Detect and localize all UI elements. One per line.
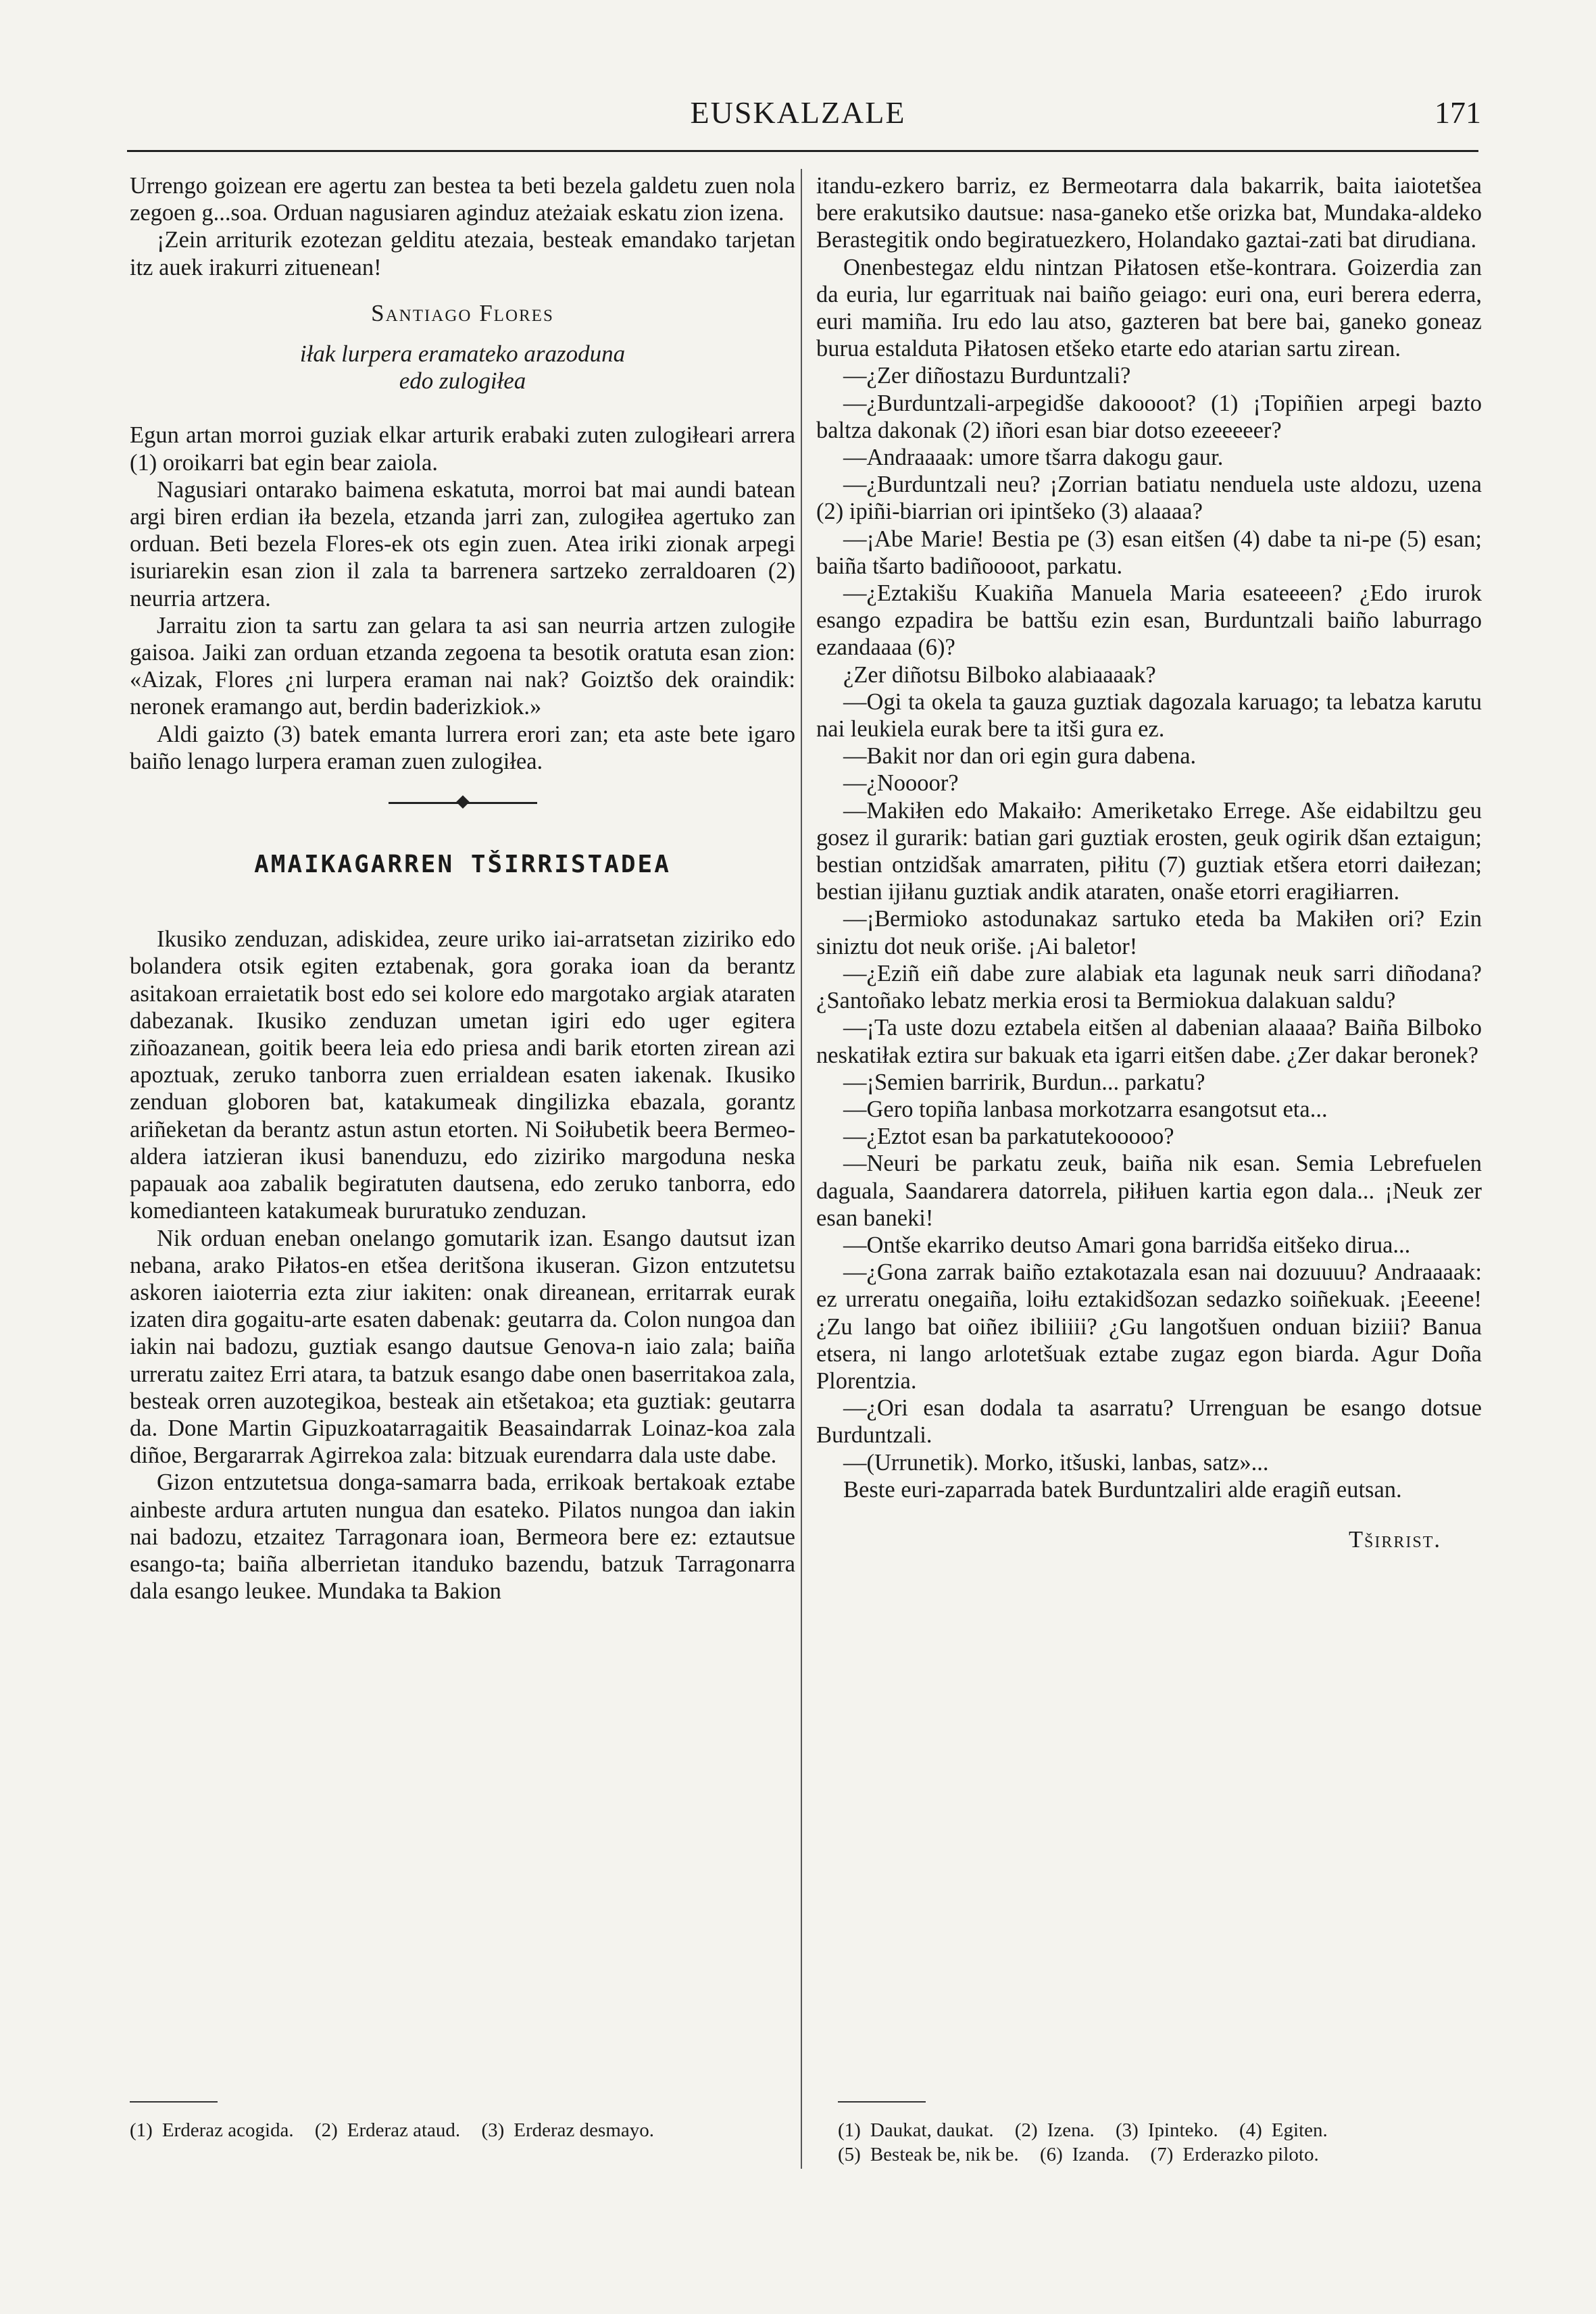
- dialogue-line: —¿Gona zarrak baiño eztakotazala esan nai dozuuuu? Andraaaak: ez urreratu onegaiña, loiłu eztakidšozan sedazko soiñekuak. ¡Eeeene! ¿Zu lango bat oiñez ibiliiii? ¿Gu langotšuen onduan biziii? Banua etsera, ni lango arlotetšuak eztabe zugaz egon biarda. Agur Doña Plorentzia.: [816, 1259, 1482, 1394]
- page-header-title: EUSKALZALE: [690, 95, 906, 130]
- footnote-number: (6): [1039, 2144, 1063, 2165]
- footnote-text: Izena.: [1047, 2119, 1095, 2141]
- footnote-number: (1): [130, 2119, 153, 2141]
- dialogue-line: —¡Abe Marie! Bestia pe (3) esan eitšen (4) dabe ta ni-pe (5) esan; baiña tšarto badiñoooot, parkatu.: [816, 526, 1482, 579]
- dialogue-line: —Ogi ta okela ta gauza guztiak dagozala karuago; ta lebatza karutu nai leukiela eurak bere ta itši gura ez.: [816, 688, 1482, 743]
- signature: Tširrist.: [1348, 1526, 1441, 1553]
- footnote-text: Besteak be, nik be.: [870, 2144, 1019, 2165]
- dialogue-line: —Andraaaak: umore tšarra dakogu gaur.: [843, 445, 1224, 471]
- footnote-number: (5): [838, 2144, 861, 2165]
- dialogue-line: —¿Eziñ eiñ dabe zure alabiak eta lagunak neuk sarri diñodana? ¿Santoñako lebatz merkia erosi ta Bermiokua dalakuan saldu?: [816, 960, 1482, 1014]
- footnote-line: [838, 2142, 1487, 2167]
- column-divider: [801, 169, 802, 2169]
- footnote-rule-left: [130, 2101, 218, 2103]
- paragraph: Beste euri-zaparrada batek Burduntzaliri alde eragiñ eutsan.: [843, 1476, 1402, 1503]
- footnote-number: (2): [314, 2119, 338, 2141]
- paragraph: Nik orduan eneban onelango gomutarik izan. Esango dautsut izan nebana, arako Piłatos-en etšea deritšona ikuseran. Gizon entzutetsu askoren iaioterria ezta ziur iakiten: onak direanean, erritarrak eurak izaten dira gogaitu-arte esaten dabenak: geutarra da. Colon nungoa dan iakin nai badozu, guztiak esango dautsue Genova-n iaio zala; baiña urreratu zaitez Erri atara, ta batzuk esango dabe onen baserritakoa zala, besteak orren auzotegikoa, besteak ain etšetakoa; eta guztiak: geutarra da. Done Martin Gipuzkoatarragaitik Beasaindarrak Loinaz-koa zala diñoe, Bergararrak Agirrekoa zala: bitzuak eurendarra dala uste dabe.: [130, 1225, 795, 1469]
- dialogue-line: —¡Semien barririk, Burdun... parkatu?: [843, 1069, 1205, 1095]
- paragraph: Urrengo goizean ere agertu zan bestea ta beti bezela galdetu zuen nola zegoen g...soa. Orduan nagusiaren aginduz ateżaiak eskatu zion izena.: [130, 173, 795, 226]
- footnote-text: Erderaz desmayo.: [514, 2119, 654, 2141]
- footnote-item: [1116, 2119, 1218, 2141]
- footnote-number: (3): [1115, 2119, 1139, 2141]
- footnote-number: (4): [1239, 2119, 1262, 2141]
- paragraph: itandu-ezkero barriz, ez Bermeotarra dala bakarrik, baita iaiotetšea bere erakutsiko dautsue: nasa-ganeko etše orizka bat, Mundaka-aldeko Berastegitik ondo begiratuezkero, Holandako gaztai-zati bat dirudiana.: [816, 173, 1482, 253]
- left-column: [130, 172, 795, 1605]
- dialogue-line: —Makiłen edo Makaiło: Ameriketako Errege. Aše eidabiltzu geu gosez il gurarik: batian gari guztiak erosten, geuk ogirik dšan eztaigun; bestian ontzidšak amarraten, piłitu (7) guztiak etšera etorri daiłezan; bestian ijiłanu guztiak andik ataraten, onaše etorri eragiłiarren.: [816, 797, 1482, 905]
- paragraph: Aldi gaizto (3) batek emanta lurrera erori zan; eta aste bete igaro baiño lenago lurpera eraman zuen zulogiłea.: [130, 721, 795, 774]
- footnote-line: [838, 2118, 1487, 2142]
- footnote-item: [1239, 2119, 1328, 2141]
- dialogue-line: —¿Noooor?: [843, 770, 959, 797]
- footnote-text: Erderaz ataud.: [347, 2119, 461, 2141]
- footnote-text: Daukat, daukat.: [870, 2119, 994, 2141]
- dialogue-line: —¿Eztakišu Kuakiña Manuela Maria esateeeen? ¿Edo irurok esango ezpadira be battšu ezin esan, Burduntzali baiño laburrago ezandaaaa (6)?: [816, 580, 1482, 661]
- dialogue-line: —¡Bermioko astodunakaz sartuko eteda ba Makiłen ori? Ezin siniztu dot neuk oriše. ¡Ai baletor!: [816, 906, 1482, 959]
- dialogue-line: —¿Eztot esan ba parkatutekooooo?: [843, 1124, 1174, 1150]
- dialogue-line: —¿Burduntzali neu? ¡Zorrian batiatu nenduela uste aldozu, uzena (2) ipiñi-biarrian ori ipintšeko (3) alaaaa?: [816, 472, 1482, 525]
- page-number: 171: [1435, 95, 1481, 130]
- paragraph: Onenbestegaz eldu nintzan Piłatosen etše-kontrara. Goizerdia zan da euria, lur egarrituak nai baiño geiago: euri ona, euri berera ederra, euri mamiña. Iru edo lau atso, gazteren bat bere bai, ganeko goneaz burua estalduta Piłatosen etšeko etarte edo atarian sartu zirean.: [816, 254, 1482, 362]
- footnotes-right: [838, 2118, 1487, 2167]
- footnote-item: [1040, 2144, 1129, 2165]
- footnotes-left: [130, 2118, 778, 2142]
- dialogue-line: —¡Ta uste dozu eztabela eitšen al dabenian alaaaa? Baiña Bilboko neskatiłak eztira sur bakuak eta igarri eitšen dabe. ¿Zer dakar beronek?: [816, 1015, 1482, 1068]
- footnote-rule-right: [838, 2101, 926, 2103]
- dialogue-line: —Bakit nor dan ori egin gura dabena.: [843, 743, 1197, 770]
- footnote-number: (3): [481, 2119, 505, 2141]
- dialogue-line: —¿Ori esan dodala ta asarratu? Urrenguan be esango dotsue Burduntzali.: [816, 1395, 1482, 1449]
- footnote-number: (2): [1014, 2119, 1038, 2141]
- footnote-item: [481, 2119, 654, 2141]
- footnote-item: [315, 2119, 460, 2141]
- footnote-item: [838, 2119, 994, 2141]
- dialogue-line: —Ontše ekarriko deutso Amari gona barridša eitšeko dirua...: [843, 1232, 1411, 1258]
- dialogue-line: —¿Zer diñostazu Burduntzali?: [843, 363, 1131, 389]
- footnote-item: [1151, 2144, 1319, 2165]
- paragraph: ¡Zein arriturik ezotezan gelditu atezaia, besteak emandako tarjetan itz auek irakurri zituenean!: [130, 227, 795, 280]
- card-author-name: Santiago Flores: [371, 299, 554, 326]
- dialogue-line: —¿Burduntzali-arpegidše dakoooot? (1) ¡Topiñien arpegi bazto baltza dakonak (2) iñori esan biar dotso ezeeeeer?: [816, 390, 1482, 443]
- section-divider: [389, 802, 537, 804]
- footnote-text: Izanda.: [1072, 2144, 1130, 2165]
- section-title: AMAIKAGARREN TŠIRRISTADEA: [254, 851, 671, 879]
- card-subtitle-line: iłak lurpera eramateko arazoduna: [299, 341, 626, 368]
- card-subtitle-line: edo zulogiłea: [399, 368, 526, 395]
- paragraph: Egun artan morroi guziak elkar arturik erabaki zuten zulogiłeari arrera (1) oroikarri bat egin bear zaiola.: [130, 422, 795, 476]
- footnote-item: [130, 2119, 294, 2141]
- dialogue-line: —Neuri be parkatu zeuk, baiña nik esan. Semia Lebrefuelen daguala, Saandarera datorrela, piłiłuen kartia egon dala... ¡Neuk zer esan baneki!: [816, 1151, 1482, 1231]
- footnote-text: Erderazko piloto.: [1182, 2144, 1319, 2165]
- footnote-text: Erderaz acogida.: [161, 2119, 294, 2141]
- footnote-text: Ipinteko.: [1147, 2119, 1218, 2141]
- header-rule: [127, 150, 1478, 152]
- right-column: [816, 172, 1482, 1553]
- paragraph: Nagusiari ontarako baimena eskatuta, morroi bat mai aundi batean argi biren erdian iła bezela, etzanda jarri zan, zulogiłea agertuko zan orduan. Beti bezela Flores-ek ots egin zuen. Atea iriki zionak arpegi isuriarekin esan zion il zala ta barrenera sartzeko zerraldoaren (2) neurria artzera.: [130, 476, 795, 611]
- dialogue-line: —Gero topiña lanbasa morkotzarra esangotsut eta...: [843, 1096, 1328, 1122]
- paragraph: Jarraitu zion ta sartu zan gelara ta asi san neurria artzen zulogiłe gaisoa. Jaiki zan orduan etzanda zegoena ta besotik oratuta esan zion: «Aizak, Flores ¿ni lurpera eraman nai nak? Goiztšo dek oraindik: neronek eramango aut, berdin baderizkiok.»: [130, 612, 795, 720]
- footnote-item: [838, 2144, 1019, 2165]
- footnote-number: (7): [1150, 2144, 1174, 2165]
- footnote-item: [1015, 2119, 1095, 2141]
- dialogue-line: —(Urrunetik). Morko, itšuski, lanbas, satz»...: [843, 1449, 1269, 1476]
- footnote-text: Egiten.: [1271, 2119, 1328, 2141]
- paragraph: Ikusiko zenduzan, adiskidea, zeure uriko iai-arratsetan ziziriko edo bolandera otsik egiten eztabenak, gora goraka ioan da berantz asitakoan erraietatik bost edo sei kolore edo margotako argiak ataraten dabezanak. Ikusiko zenduzan umetan igiri edo uger egitera ziñoazanean, goitik beera leia edo priesa andi barik etorten zirean azi apoztuak, zeruko tanborra zuen errialdean esaten iakenak. Ikusiko zenduan globoren bat, katakumeak dingilizka ebazala, gorantz ariñeketan da berantz astun astun etorten. Ni Soiłubetik beera Bermeo-aldera iatzieran ikusi banenduzu, edo ziziriko margoduna neska papauak aoa zabalik begiratuten dautsena, edo zeruko tanborra, edo komedianteen katakumeak bururatuko zenduzan.: [130, 926, 795, 1224]
- dialogue-line: ¿Zer diñotsu Bilboko alabiaaaak?: [843, 661, 1156, 688]
- footnote-number: (1): [838, 2119, 861, 2141]
- paragraph: Gizon entzutetsua donga-samarra bada, errikoak bertakoak eztabe ainbeste ardura artuten nungua dan esateko. Pilatos nungoa dan iakin nai badozu, etzaitez Tarragonara ioan, Bermeora bere ez: eztautsue esango-ta; baiña alberrietan itanduko bazendu, batzuk Tarragonarra dala esango leukee. Mundaka ta Bakion: [130, 1469, 795, 1605]
